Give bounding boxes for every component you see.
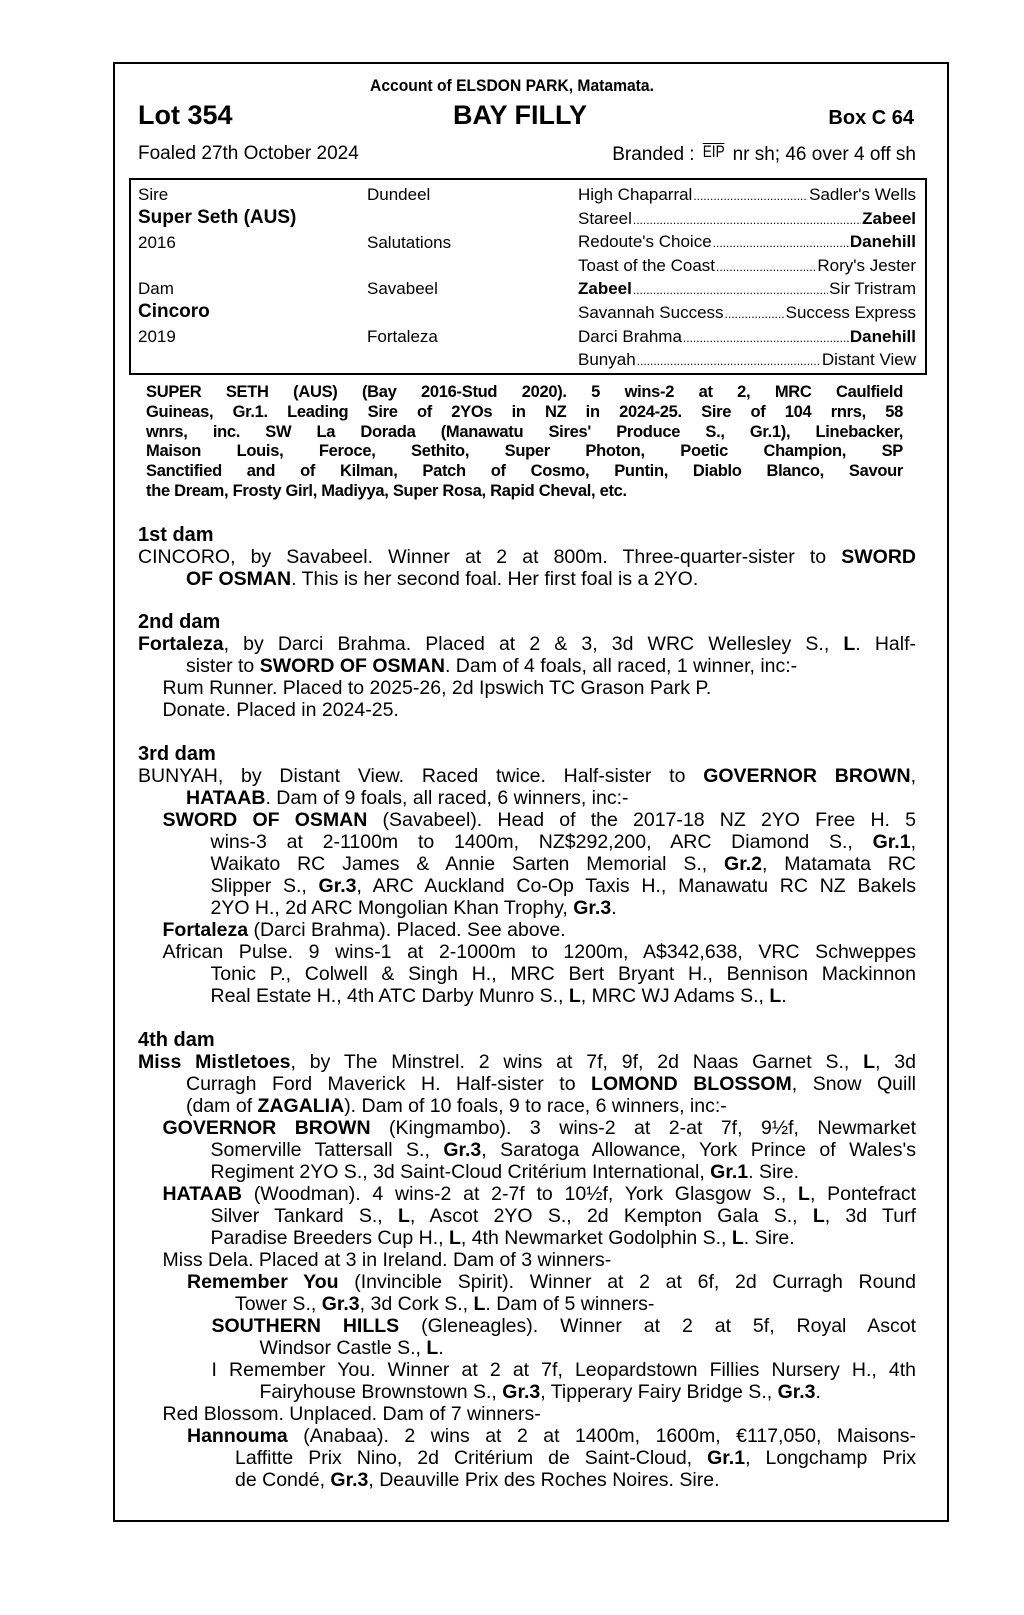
text: . bbox=[438, 1337, 444, 1359]
produce-entry bbox=[138, 633, 916, 655]
text: (Savabeel). Head of the 2017-18 NZ 2YO Free H. 5 bbox=[367, 809, 916, 831]
grandparent-name: Stareel bbox=[578, 208, 632, 228]
text: I Remember You. Winner at 2 at 7f, Leopardstown Fillies Nursery H., 4th bbox=[211, 1359, 916, 1381]
bold-text: SOUTHERN HILLS bbox=[211, 1315, 400, 1337]
sire-year: 2016 bbox=[138, 233, 176, 252]
text: BUNYAH, by Distant View. Raced twice. Half-sister to bbox=[138, 765, 704, 787]
text: (dam of bbox=[186, 1095, 258, 1117]
bold-text: Gr.1 bbox=[872, 831, 911, 853]
bold-text: L bbox=[812, 1205, 825, 1227]
dotted-leader bbox=[693, 185, 808, 206]
dotted-leader bbox=[713, 232, 849, 253]
produce-entry-continuation bbox=[211, 1161, 917, 1183]
grandparent-sire: Danehill bbox=[849, 232, 916, 252]
bold-text: L bbox=[473, 1293, 486, 1315]
text: Slipper S., bbox=[210, 875, 319, 897]
dotted-leader bbox=[637, 350, 821, 371]
text: Regiment 2YO S., 3d Saint-Cloud Critérium International, bbox=[210, 1161, 711, 1183]
produce-entry bbox=[138, 765, 916, 787]
bold-text: LOMOND BLOSSOM bbox=[591, 1073, 792, 1095]
grandparent-name: Redoute's Choice bbox=[578, 232, 712, 252]
lot-number: Lot 354 bbox=[138, 100, 233, 130]
bold-text: Gr.2 bbox=[724, 853, 762, 875]
text: , 3d Turf bbox=[824, 1205, 916, 1227]
text: , 4th Newmarket Godolphin S., bbox=[460, 1227, 732, 1249]
foaled-date: Foaled 27th October 2024 bbox=[138, 143, 359, 164]
brand-mark-icon: EIP bbox=[702, 142, 725, 161]
vendor-account: Account of ELSDON PARK, Matamata. bbox=[370, 76, 654, 95]
text: . This is her second foal. Her first foal is a 2YO. bbox=[291, 568, 699, 590]
bold-text: Gr.3 bbox=[573, 897, 612, 919]
text: (Kingmambo). 3 wins-2 at 2-at 7f, 9½f, Newmarket bbox=[370, 1117, 916, 1139]
produce-entry bbox=[163, 1249, 917, 1271]
produce-entry-continuation bbox=[211, 963, 917, 985]
produce-entry-continuation bbox=[211, 1139, 917, 1161]
produce-entry-continuation bbox=[235, 1469, 916, 1491]
grandparent-name: High Chaparral bbox=[578, 185, 693, 204]
dotted-leader bbox=[725, 303, 785, 324]
dotted-leader bbox=[683, 327, 849, 348]
produce-entry-continuation bbox=[211, 853, 917, 875]
bold-text: Gr.3 bbox=[318, 875, 357, 897]
produce-entry bbox=[163, 809, 917, 831]
bold-text: Gr.1 bbox=[710, 1161, 749, 1183]
text: , Tipperary Fairy Bridge S., bbox=[540, 1381, 778, 1403]
produce-entry-continuation bbox=[186, 1095, 916, 1117]
bold-text: Miss Mistletoes bbox=[138, 1051, 291, 1073]
section-4th-dam bbox=[138, 1029, 916, 1491]
grandparent-sire: Danehill bbox=[849, 326, 916, 346]
bold-text: SWORD OF OSMAN bbox=[259, 655, 445, 677]
text: Red Blossom. Unplaced. Dam of 7 winners- bbox=[162, 1403, 541, 1425]
text: . bbox=[611, 897, 617, 919]
text: (Darci Brahma). Placed. See above. bbox=[248, 919, 566, 941]
sire-summary bbox=[146, 383, 903, 502]
produce-entry-continuation bbox=[186, 787, 916, 809]
great-grandparent-row bbox=[578, 327, 916, 348]
text: (Anabaa). 2 wins at 2 at 1400m, 1600m, €117,050, Maisons- bbox=[287, 1425, 916, 1447]
bold-text: Hannouma bbox=[187, 1425, 288, 1447]
bold-text: Gr.3 bbox=[777, 1381, 816, 1403]
bold-text: Gr.3 bbox=[321, 1293, 360, 1315]
bold-text: OF OSMAN bbox=[186, 568, 292, 590]
text: Real Estate H., 4th ATC Darby Munro S., bbox=[210, 985, 569, 1007]
text: . Dam of 9 foals, all raced, 6 winners, inc:- bbox=[265, 787, 629, 809]
section-1st-dam bbox=[138, 524, 916, 590]
branded-info bbox=[612, 143, 916, 166]
text: Silver Tankard S., bbox=[210, 1205, 398, 1227]
bold-text: L bbox=[798, 1183, 810, 1205]
bold-text: GOVERNOR BROWN bbox=[703, 765, 911, 787]
produce-entry-continuation bbox=[211, 897, 917, 919]
text: Laffitte Prix Nino, 2d Critérium de Saint-Cloud, bbox=[235, 1447, 708, 1469]
great-grandparent-row bbox=[578, 185, 916, 206]
branded-detail: nr sh; 46 over 4 off sh bbox=[732, 144, 916, 165]
produce-entry bbox=[187, 1425, 916, 1447]
text: , bbox=[910, 831, 916, 853]
text: , bbox=[910, 765, 916, 787]
produce-entry-continuation bbox=[260, 1381, 917, 1403]
text: Rum Runner. Placed to 2025-26, 2d Ipswich TC Grason Park P. bbox=[162, 677, 712, 699]
grandparent-name: Zabeel bbox=[578, 279, 632, 299]
text: . Dam of 5 winners- bbox=[485, 1293, 655, 1315]
text: ). Dam of 10 foals, 9 to race, 6 winners, inc:- bbox=[344, 1095, 727, 1117]
text: , ARC Auckland Co-Op Taxis H., Manawatu RC NZ Bakels bbox=[356, 875, 916, 897]
text: , 3d Cork S., bbox=[359, 1293, 474, 1315]
produce-entry-continuation bbox=[211, 875, 917, 897]
text: (Invincible Spirit). Winner at 2 at 6f, 2d Curragh Round bbox=[338, 1271, 916, 1293]
bold-text: Fortaleza bbox=[138, 633, 224, 655]
produce-entry-continuation bbox=[186, 568, 916, 590]
box-number: Box C 64 bbox=[828, 107, 914, 129]
text: , MRC WJ Adams S., bbox=[580, 985, 770, 1007]
text: CINCORO, by Savabeel. Winner at 2 at 800m. Three-quarter-sister to bbox=[138, 546, 842, 568]
produce-entry-continuation bbox=[211, 831, 917, 853]
bold-text: ZAGALIA bbox=[257, 1095, 345, 1117]
text: Tower S., bbox=[235, 1293, 322, 1315]
section-2nd-dam bbox=[138, 611, 916, 721]
text: . Dam of 4 foals, all raced, 1 winner, inc:- bbox=[444, 655, 798, 677]
sire-label: Sire bbox=[138, 185, 169, 204]
summary-line: Guineas, Gr.1. Leading Sire of 2YOs in NZ in 2024-25. Sire of 104 rnrs, 58 bbox=[146, 402, 903, 421]
great-grandparent-row bbox=[578, 209, 916, 230]
text: wins-3 at 2-1100m to 1400m, NZ$292,200, ARC Diamond S., bbox=[210, 831, 873, 853]
bold-text: L bbox=[731, 1227, 744, 1249]
produce-entry-continuation bbox=[186, 655, 916, 677]
bold-text: Gr.3 bbox=[502, 1381, 541, 1403]
text: 2YO H., 2d ARC Mongolian Khan Trophy, bbox=[210, 897, 574, 919]
text: . Sire. bbox=[743, 1227, 795, 1249]
dotted-leader bbox=[633, 209, 861, 230]
text: , Longchamp Prix bbox=[745, 1447, 916, 1469]
text: . Sire. bbox=[748, 1161, 800, 1183]
summary-line: wnrs, inc. SW La Dorada (Manawatu Sires' Produce S., Gr.1), Linebacker, bbox=[146, 422, 903, 441]
pedigree-table bbox=[129, 178, 927, 375]
text: Miss Dela. Placed at 3 in Ireland. Dam of 3 winners- bbox=[162, 1249, 612, 1271]
summary-line: Maison Louis, Feroce, Sethito, Super Photon, Poetic Champion, SP bbox=[146, 442, 903, 461]
bold-text: L bbox=[397, 1205, 410, 1227]
text: (Woodman). 4 wins-2 at 2-7f to 10½f, York Glasgow S., bbox=[241, 1183, 799, 1205]
text: , by The Minstrel. 2 wins at 7f, 9f, 2d Naas Garnet S., bbox=[290, 1051, 864, 1073]
dotted-leader bbox=[716, 256, 816, 277]
text: Waikato RC James & Annie Sarten Memorial S., bbox=[210, 853, 725, 875]
text: Curragh Ford Maverick H. Half-sister to bbox=[186, 1073, 592, 1095]
produce-entry bbox=[163, 919, 917, 941]
grandparent-name: Toast of the Coast bbox=[578, 255, 716, 275]
bold-text: L bbox=[863, 1051, 876, 1073]
grandparent-name: Bunyah bbox=[578, 350, 636, 370]
section-heading: 1st dam bbox=[138, 524, 214, 546]
section-heading: 2nd dam bbox=[138, 611, 221, 633]
bold-text: L bbox=[426, 1337, 439, 1359]
produce-entry-continuation bbox=[211, 985, 917, 1007]
text: . bbox=[781, 985, 787, 1007]
bold-text: L bbox=[769, 985, 782, 1007]
text: . bbox=[815, 1381, 821, 1403]
grandparent-name: Savannah Success bbox=[578, 303, 724, 322]
bold-text: Gr.3 bbox=[330, 1469, 369, 1491]
text: de Condé, bbox=[235, 1469, 331, 1491]
produce-entry bbox=[138, 1051, 916, 1073]
text: sister to bbox=[186, 655, 260, 677]
produce-entry bbox=[138, 546, 916, 568]
produce-entry-continuation bbox=[235, 1293, 916, 1315]
dam-sire: Savabeel bbox=[367, 279, 438, 298]
great-grandparent-row bbox=[578, 303, 916, 324]
sire-dam: Salutations bbox=[367, 233, 452, 252]
text: , 3d bbox=[875, 1051, 916, 1073]
bold-text: HATAAB bbox=[186, 787, 266, 809]
text: Fairyhouse Brownstown S., bbox=[259, 1381, 503, 1403]
produce-entry-continuation bbox=[211, 1205, 917, 1227]
text: Donate. Placed in 2024-25. bbox=[162, 699, 399, 721]
summary-line: Sanctified and of Kilman, Patch of Cosmo, Puntin, Diablo Blanco, Savour bbox=[146, 462, 903, 481]
branded-label: Branded : bbox=[612, 144, 695, 165]
produce-entry bbox=[212, 1359, 917, 1381]
produce-entry bbox=[163, 941, 917, 963]
section-heading: 4th dam bbox=[138, 1029, 215, 1051]
text: , Matamata RC bbox=[761, 853, 917, 875]
produce-entry-continuation bbox=[186, 1073, 916, 1095]
produce-entry bbox=[163, 1183, 917, 1205]
produce-entry bbox=[163, 1403, 917, 1425]
sire-sire: Dundeel bbox=[367, 185, 431, 204]
text: (Gleneagles). Winner at 2 at 5f, Royal Ascot bbox=[399, 1315, 917, 1337]
bold-text: HATAAB bbox=[162, 1183, 242, 1205]
bold-text: L bbox=[568, 985, 581, 1007]
dam-year: 2019 bbox=[138, 327, 176, 346]
text: , Deauville Prix des Roches Noires. Sire. bbox=[368, 1469, 720, 1491]
grandparent-sire: Success Express bbox=[785, 303, 916, 322]
produce-entry bbox=[163, 677, 917, 699]
bold-text: Gr.1 bbox=[707, 1447, 746, 1469]
great-grandparent-row bbox=[578, 256, 916, 277]
text: African Pulse. 9 wins-1 at 2-1000m to 1200m, A$342,638, VRC Schweppes bbox=[162, 941, 916, 963]
dam-dam: Fortaleza bbox=[367, 327, 438, 346]
bold-text: SWORD OF OSMAN bbox=[162, 809, 368, 831]
section-3rd-dam bbox=[138, 743, 916, 1007]
summary-line: SUPER SETH (AUS) (Bay 2016-Stud 2020). 5 wins-2 at 2, MRC Caulfield bbox=[146, 383, 903, 401]
text: , Pontefract bbox=[809, 1183, 916, 1205]
great-grandparent-row bbox=[578, 279, 916, 300]
produce-entry bbox=[212, 1315, 917, 1337]
produce-entry bbox=[163, 699, 917, 721]
text: , Saratoga Allowance, York Prince of Wales's bbox=[481, 1139, 916, 1161]
horse-description: BAY FILLY bbox=[452, 100, 588, 130]
section-heading: 3rd dam bbox=[138, 743, 216, 765]
sire-name: Super Seth (AUS) bbox=[138, 207, 297, 228]
text: Tonic P., Colwell & Singh H., MRC Bert Bryant H., Bennison Mackinnon bbox=[210, 963, 916, 985]
text: Windsor Castle S., bbox=[259, 1337, 427, 1359]
produce-entry-continuation bbox=[211, 1227, 917, 1249]
bold-text: L bbox=[843, 633, 856, 655]
grandparent-sire: Distant View bbox=[821, 350, 916, 370]
dotted-leader bbox=[633, 279, 828, 300]
grandparent-sire: Sadler's Wells bbox=[809, 185, 916, 204]
grandparent-name: Darci Brahma bbox=[578, 326, 682, 346]
grandparent-sire: Sir Tristram bbox=[829, 279, 916, 299]
bold-text: Gr.3 bbox=[443, 1139, 482, 1161]
bold-text: Fortaleza bbox=[162, 919, 249, 941]
great-grandparent-row bbox=[578, 350, 916, 371]
bold-text: L bbox=[448, 1227, 461, 1249]
grandparent-sire: Rory's Jester bbox=[817, 255, 916, 275]
text: Paradise Breeders Cup H., bbox=[210, 1227, 449, 1249]
produce-entry-continuation bbox=[260, 1337, 917, 1359]
produce-entry-continuation bbox=[235, 1447, 916, 1469]
dam-label: Dam bbox=[138, 279, 174, 298]
text: , by Darci Brahma. Placed at 2 & 3, 3d WRC Wellesley S., bbox=[223, 633, 844, 655]
bold-text: SWORD bbox=[841, 546, 916, 568]
produce-entry bbox=[187, 1271, 916, 1293]
grandparent-sire: Zabeel bbox=[862, 208, 916, 228]
text: , Snow Quill bbox=[791, 1073, 916, 1095]
great-grandparent-row bbox=[578, 232, 916, 253]
summary-line: the Dream, Frosty Girl, Madiyya, Super Rosa, Rapid Cheval, etc. bbox=[146, 481, 627, 500]
bold-text: Remember You bbox=[187, 1271, 339, 1293]
bold-text: GOVERNOR BROWN bbox=[162, 1117, 371, 1139]
text: Somerville Tattersall S., bbox=[210, 1139, 444, 1161]
produce-entry bbox=[163, 1117, 917, 1139]
text: , Ascot 2YO S., 2d Kempton Gala S., bbox=[409, 1205, 813, 1227]
dam-name: Cincoro bbox=[138, 301, 210, 322]
text: . Half- bbox=[855, 633, 916, 655]
